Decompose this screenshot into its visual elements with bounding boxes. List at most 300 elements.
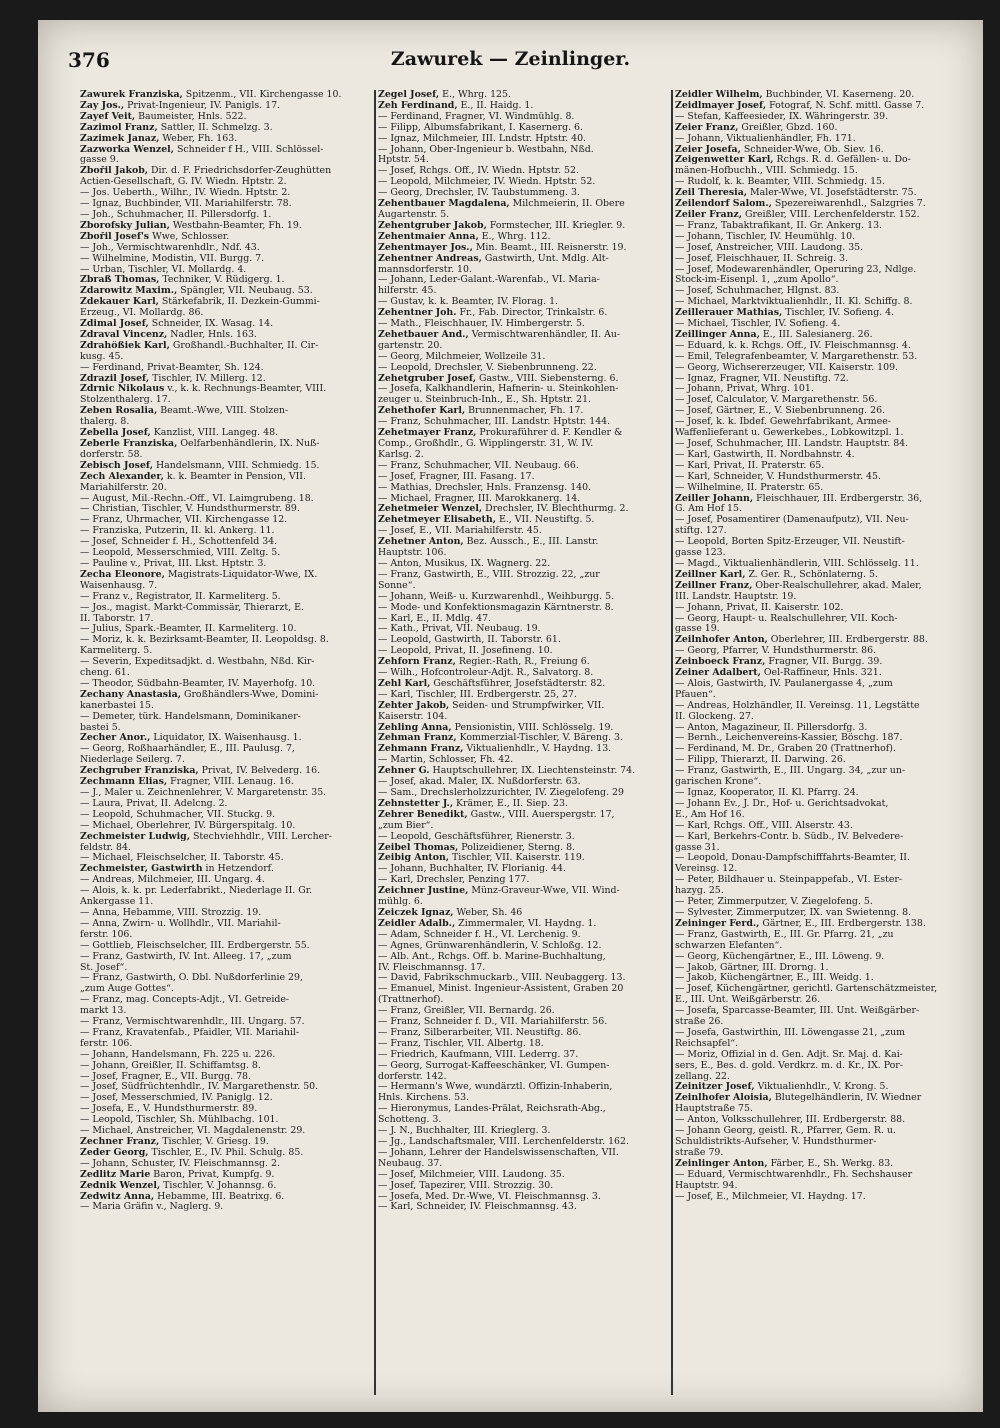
directory-entry: II. Glockeng. 27.: [675, 711, 754, 722]
directory-entry: Zdrahößiek Karl, Großhandl.-Buchhalter, II. Cir-: [80, 340, 319, 351]
directory-entry: — Josef, Milchmeier, VIII. Laudong. 35.: [378, 1169, 565, 1180]
directory-entry: Zeigenwetter Karl, Rchgs. R. d. Gefällen- u. Do-: [675, 155, 911, 166]
directory-entry: — Franz, Kravatenfab., Pfaidler, VII. Mariahil-: [80, 1027, 300, 1038]
directory-entry: Zehl Karl, Geschäftsführer, Josefstädterstr. 82.: [378, 678, 606, 689]
directory-entry: — Christian, Tischler, V. Hundsthurmerstr. 89.: [80, 504, 300, 515]
directory-entry: Zehetmeier Wenzel, Drechsler, IV. Blechthurmg. 2.: [378, 504, 629, 515]
directory-entry: gasse 31.: [675, 842, 720, 853]
directory-entry: — Leopold, Messerschmied, VIII. Zeltg. 5.: [80, 548, 281, 559]
directory-entry: Karlsg. 2.: [378, 449, 424, 460]
directory-entry: Zay Jos., Privat-Ingenieur, IV. Panigls. 17.: [80, 100, 281, 111]
directory-entry: Zechgruber Franziska, Privat, IV. Belvederg. 16.: [80, 766, 321, 777]
directory-entry: — Karl, Schneider, IV. Fleischmannsg. 43.: [378, 1202, 577, 1213]
directory-entry: Zecher Anor., Liquidator, IX. Waisenhausg. 1.: [80, 733, 302, 744]
directory-entry: mänen-Hofbuchh., VIII. Schmiedg. 15.: [675, 166, 858, 177]
directory-entry: — Agnes, Grünwarenhändlerin, V. Schloßg. 12.: [378, 940, 602, 951]
directory-entry: — Hermann's Wwe, wundärztl. Offizin-Inhaberin,: [378, 1082, 613, 1093]
directory-entry: Zazworka Wenzel, Schneider f H., VIII. Schlössel-: [80, 144, 324, 155]
directory-entry: (Trattnerhof).: [378, 995, 444, 1006]
directory-entry: Zehentner Joh. Fr., Fab. Director, Trinkalstr. 6.: [378, 308, 608, 319]
directory-entry: Pfauen“.: [675, 689, 716, 700]
directory-entry: Sonne“.: [378, 580, 416, 591]
directory-entry: Mariahilferstr. 20.: [80, 482, 167, 493]
directory-entry: — Stefan, Kaffeesieder, IX. Währingerstr. 39.: [675, 111, 889, 122]
directory-entry: — Leopold, Geschäftsführer, Rienerstr. 3.: [378, 831, 575, 842]
directory-entry: — Franz, Schuhmacher, VII. Neubaug. 66.: [378, 460, 579, 471]
directory-entry: Zeidler Adalb., Zimmermaler, VI. Haydng. 1.: [378, 918, 597, 929]
directory-entry: — Andreas, Milchmeier, III. Ungarg. 4.: [80, 875, 265, 886]
directory-entry: — Josef, Fragner, III. Fasang. 17.: [378, 471, 535, 482]
page-header: [38, 42, 983, 82]
directory-entry: Zdraval Vincenz, Nadler, Hnls. 163.: [80, 329, 257, 340]
directory-column-3: [675, 90, 975, 1400]
directory-entry: — Franz, Tabaktrafikant, II. Gr. Ankerg. 13.: [675, 220, 883, 231]
directory-entry: — Karl, Rchgs. Off., VIII. Alserstr. 43.: [675, 820, 853, 831]
directory-entry: Zedwitz Anna, Hebamme, III. Beatrixg. 6.: [80, 1191, 285, 1202]
directory-entry: Zeder Georg, Tischler, E., IV. Phil. Schulg. 85.: [80, 1147, 304, 1158]
directory-entry: — Josef, E., VII. Mariahilferstr. 45.: [378, 526, 542, 537]
directory-entry: — Josefa, Sparcasse-Beamter, III. Unt. Weißgärber-: [675, 1006, 920, 1017]
directory-entry: — Franziska, Putzerin, II. kl. Ankerg. 11.: [80, 526, 275, 537]
directory-entry: — Josef, Schuhmacher, Hlgnst. 83.: [675, 286, 840, 297]
directory-entry: Zazimek Janaz, Weber, Fh. 163.: [80, 133, 238, 144]
directory-entry: — Jg., Landschaftsmaler, VIII. Lerchenfelderstr. 162.: [378, 1137, 629, 1147]
directory-entry: Zebella Josef, Kanzlist, VIII. Langeg. 48.: [80, 428, 279, 439]
directory-entry: — Andreas, Holzhändler, II. Vereinsg. 11, Legstätte: [675, 700, 920, 711]
directory-entry: straße 26.: [675, 1017, 724, 1028]
directory-entry: Zechany Anastasia, Großhändlers-Wwe, Domini-: [80, 689, 319, 700]
directory-entry: gasse 123.: [675, 548, 726, 559]
directory-entry: — Joh., Schuhmacher, II. Pillersdorfg. 1.: [80, 209, 272, 220]
directory-entry: — Laura, Privat, II. Adelcng. 2.: [80, 798, 228, 809]
directory-entry: Zayef Veit, Baumeister, Hnls. 522.: [80, 111, 247, 122]
directory-entry: Karmeliterg. 5.: [80, 646, 153, 657]
directory-entry: Zeiller Johann, Fleischhauer, III. Erdbergerstr. 36,: [675, 493, 923, 504]
directory-entry: — Peter, Zimmerputzer, V. Ziegelofeng. 5.: [675, 897, 873, 908]
directory-entry: — Michael, Fleischselcher, II. Taborstr. 45.: [80, 853, 284, 864]
directory-entry: ferstr. 106.: [80, 929, 133, 940]
directory-entry: — Johann Ev., J. Dr., Hof- u. Gerichtsadvokat,: [675, 798, 889, 809]
directory-entry: II. Taborstr. 17.: [80, 613, 154, 624]
directory-entry: Hauptstr. 94.: [675, 1180, 738, 1191]
directory-entry: Zehetgruber Josef, Gastw., VIII. Siebensterng. 6.: [378, 373, 619, 384]
directory-entry: markt 13.: [80, 1006, 127, 1017]
directory-entry: — Filipp, Thierarzt, II. Darwing. 26.: [675, 755, 846, 766]
directory-entry: — David, Fabrikschmuckarb., VIII. Neubaggerg. 13.: [378, 973, 626, 984]
directory-entry: — Ignaz, Milchmeier, III. Lndstr. Hptstr. 40.: [378, 133, 587, 144]
directory-entry: — Johann, Leder-Galant.-Warenfab., VI. Maria-: [378, 275, 600, 286]
directory-entry: — Pauline v., Privat, III. Lkst. Hptstr. 3.: [80, 558, 267, 569]
directory-entry: — Josef, k. k. Ibdef. Gewehrfabrikant, Armee-: [675, 417, 891, 428]
directory-entry: Zech Alexander, k. k. Beamter in Pension, VII.: [80, 471, 306, 482]
directory-entry: — Johann, Greißler, II. Schiffamtsg. 8.: [80, 1060, 261, 1071]
directory-entry: Niederlage Seilerg. 7.: [80, 755, 185, 766]
directory-entry: — Josefa, Gastwirthin, III. Löwengasse 21, „zum: [675, 1027, 906, 1038]
directory-entry: — Josefa, Med. Dr.-Wwe, VI. Fleischmannsg. 3.: [378, 1191, 601, 1202]
directory-entry: — Mathias, Drechsler, Hnls. Franzensg. 140.: [378, 482, 592, 493]
directory-entry: — Franz, mag. Concepts-Adjt., VI. Getreide-: [80, 995, 290, 1006]
directory-entry: — J., Maler u. Zeichnenlehrer, V. Margaretenstr. 35.: [80, 788, 327, 798]
directory-entry: — Josef, Schneider f. H., Schottenfeld 34.: [80, 537, 278, 548]
directory-entry: — Moriz, k. k. Bezirksamt-Beamter, II. Leopoldsg. 8.: [80, 635, 329, 646]
directory-entry: Zeillner Franz, Ober-Realschullehrer, akad. Maler,: [675, 580, 922, 591]
directory-entry: gasse 9.: [80, 155, 119, 166]
directory-entry: Zbraß Thomas, Techniker, V. Rüdigerg. 1.: [80, 275, 285, 286]
directory-entry: — Josef, Tapezirer, VIII. Strozzig. 30.: [378, 1180, 554, 1191]
directory-entry: — Michael, Oberlehrer, IV. Bürgerspitalg. 10.: [80, 820, 296, 831]
directory-entry: — Jos. Ueberth., Wilhr., IV. Wiedn. Hptstr. 2.: [80, 188, 291, 199]
directory-entry: — Adam, Schneider f. H., VI. Lerchenig. 9.: [378, 929, 581, 940]
directory-entry: Zeiczek Ignaz, Weber, Sh. 46: [378, 907, 523, 918]
directory-entry: — August, Mil.-Rechn.-Off., VI. Laimgrubeng. 18.: [80, 493, 314, 504]
directory-entry: Schotteng. 3.: [378, 1115, 442, 1126]
directory-entry: — Josef, Küchengärtner, gerichtl. Gartenschätzmeister,: [675, 984, 938, 995]
directory-entry: Zeiler Franz, Greißler, VIII. Lerchenfelderstr. 152.: [675, 209, 920, 220]
directory-page: [38, 20, 983, 1412]
directory-entry: Zeier Josefa, Schneider-Wwe, Ob. Siev. 16.: [675, 144, 884, 155]
directory-entry: — Franz, Gastwirth, E., VIII. Strozzig. 22, „zur: [378, 569, 600, 580]
directory-entry: — Leopold, Milchmeier, IV. Wiedn. Hptstr. 52.: [378, 177, 596, 188]
directory-entry: Zehetmayer Franz, Prokuraführer d. F. Kendler &: [378, 428, 623, 439]
directory-entry: — Georg, Haupt- u. Realschullehrer, VII. Koch-: [675, 613, 898, 624]
directory-entry: stiftg. 127.: [675, 526, 727, 537]
directory-entry: — J. N., Buchhalter, III. Krieglerg. 3.: [378, 1126, 551, 1137]
directory-entry: — Josef, Messerschmied, IV. Paniglg. 12.: [80, 1093, 273, 1104]
directory-entry: ferstr. 106.: [80, 1038, 133, 1049]
directory-entry: Zborofsky Julian, Westbahn-Beamter, Fh. 19.: [80, 220, 302, 231]
directory-entry: — Karl, Gastwirth, II. Nordbahnstr. 4.: [675, 449, 855, 460]
directory-entry: — Theodor, Südbahn-Beamter, IV. Mayerhofg. 10.: [80, 678, 316, 689]
directory-entry: zeuger u. Steinbruch-Inh., E., Sh. Hptstr. 21.: [378, 395, 592, 406]
directory-entry: — Franz, Schneider f. D., VII. Mariahilferstr. 56.: [378, 1017, 608, 1028]
directory-entry: — Franz v., Registrator, II. Karmeliterg. 5.: [80, 591, 281, 602]
directory-entry: — Karl, E., II. Mdlg. 47.: [378, 613, 492, 624]
directory-entry: — Johann, Buchhalter, IV. Florianig. 44.: [378, 864, 566, 875]
directory-entry: Zehman Franz, Kommerzial-Tischler, V. Bäreng. 3.: [378, 733, 624, 744]
directory-entry: — Ignaz, Buchbinder, VII. Mariahilferstr. 78.: [80, 199, 292, 210]
directory-entry: — Joh., Vermischtwarenhdlr., Ndf. 43.: [80, 242, 260, 253]
directory-entry: — Karl, Tischler, III. Erdbergerstr. 25, 27.: [378, 689, 577, 700]
directory-entry: Zeillner Karl, Z. Ger. R., Schönlaterng. 5.: [675, 569, 878, 580]
directory-entry: — Sam., Drechslerholzzurichter, IV. Ziegelofeng. 29: [378, 788, 624, 798]
directory-entry: — Filipp, Albumsfabrikant, I. Kasernerg. 6.: [378, 122, 583, 133]
directory-entry: — Michael, Tischler, IV. Sofieng. 4.: [675, 319, 841, 330]
directory-entry: Zehnstetter J., Krämer, E., II. Siep. 23.: [378, 798, 568, 809]
directory-entry: — Josef, Posamentirer (Damenaufputz), VII. Neu-: [675, 515, 909, 526]
directory-entry: — Jakob, Gärtner, III. Drorng. 1.: [675, 962, 829, 973]
directory-entry: — Kath., Privat, VII. Neubaug. 19.: [378, 624, 541, 635]
directory-entry: — Julius, Spark.-Beamter, II. Karmeliterg. 10.: [80, 624, 297, 635]
directory-entry: — Franz, Schuhmacher, III. Landstr. Hptstr. 144.: [378, 417, 611, 428]
directory-entry: Zeillinger Anna, E., III. Salesianerg. 26.: [675, 329, 873, 340]
directory-entry: Zeininger Ferd., Gärtner, E., III. Erdbergerstr. 138.: [675, 918, 926, 929]
directory-entry: — Josef, Südfrüchtenhdlr., IV. Margarethenstr. 50.: [80, 1082, 319, 1093]
directory-entry: dorferstr. 58.: [80, 449, 143, 460]
directory-entry: Augartenstr. 5.: [378, 209, 450, 220]
directory-entry: Zeh Ferdinand, E., II. Haidg. 1.: [378, 100, 534, 111]
directory-entry: Hauptstraße 75.: [675, 1104, 753, 1115]
directory-entry: — Alois, Gastwirth, IV. Paulanergasse 4, „zum: [675, 678, 893, 689]
directory-entry: — Ignaz, Fragner, VII. Neustiftg. 72.: [675, 373, 849, 384]
directory-entry: Zawurek Franziska, Spitzenm., VII. Kirchengasse 10.: [80, 90, 342, 100]
directory-entry: — Leopold, Gastwirth, II. Taborstr. 61.: [378, 635, 561, 646]
directory-entry: Vereinsg. 12.: [675, 864, 738, 875]
directory-entry: — Urban, Tischler, VI. Mollardg. 4.: [80, 264, 247, 275]
directory-column-1: [80, 90, 372, 1400]
directory-entry: Zeibig Anton, Tischler, VII. Kaiserstr. 119.: [378, 853, 585, 864]
directory-entry: Zechmann Elias, Fragner, VIII. Lenaug. 16.: [80, 777, 294, 788]
directory-entry: gasse 19.: [675, 624, 720, 635]
directory-entry: — Josef, Schuhmacher, III. Landstr. Hauptstr. 84.: [675, 439, 909, 449]
directory-entry: — Josef, akad. Maler, IX. Nußdorferstr. 63.: [378, 777, 581, 788]
directory-entry: — Anton, Musikus, IX. Wagnerg. 22.: [378, 558, 551, 569]
directory-entry: Zebisch Josef, Handelsmann, VIII. Schmiedg. 15.: [80, 460, 320, 471]
directory-entry: — Josefa, Kalkhandlerin, Hafnerin- u. Steinkohlen-: [378, 384, 619, 395]
directory-entry: Actien-Gesellschaft, G. IV. Wiedn. Hptstr. 2.: [80, 177, 287, 188]
directory-entry: Zechmeister Ludwig, Stechviehhdlr., VIII. Lercher-: [80, 831, 332, 842]
directory-entry: Zazimol Franz, Sattler, II. Schmelzg. 3.: [80, 122, 273, 133]
directory-entry: Stock-im-Eisenpl. 1, „zum Apollo“.: [675, 275, 839, 286]
directory-entry: — Johann, Lehrer der Handelswissenschaften, VII.: [378, 1147, 619, 1158]
running-head: Zawurek — Zeinlinger.: [390, 48, 631, 70]
directory-entry: — Leopold, Drechsler, V. Siebenbrunneng. 22.: [378, 362, 597, 373]
directory-entry: — Gustav, k. k. Beamter, IV. Florag. 1.: [378, 297, 559, 308]
directory-entry: — Moriz, Offizial in d. Gen. Adjt. Sr. Maj. d. Kai-: [675, 1049, 903, 1060]
directory-entry: Zehentner Andreas, Gastwirth, Unt. Mdlg. Alt-: [378, 253, 609, 264]
directory-entry: Zehentgruber Jakob, Formstecher, III. Kriegler. 9.: [378, 220, 626, 231]
directory-entry: Zeillerauer Mathias, Tischler, IV. Sofieng. 4.: [675, 308, 895, 319]
directory-entry: — Ferdinand, Fragner, VI. Windmühlg. 8.: [378, 111, 575, 122]
directory-entry: Zdimal Josef, Schneider, IX. Wasag. 14.: [80, 319, 274, 330]
directory-entry: — Johann, Schuster, IV. Fleischmannsg. 2.: [80, 1158, 280, 1169]
directory-entry: straße 79.: [675, 1147, 724, 1158]
directory-entry: Zdarowitz Maxim., Spängler, VII. Neubaug. 53.: [80, 286, 313, 297]
directory-entry: — Franz, Vermischtwarenhdlr., III. Ungarg. 57.: [80, 1017, 305, 1028]
directory-entry: — Leopold, Donau-Dampfschifffahrts-Beamter, II.: [675, 853, 910, 864]
directory-entry: Hauptstr. 106.: [378, 548, 447, 559]
directory-entry: — Sylvester, Zimmerputzer, IX. van Swietenng. 8.: [675, 907, 912, 918]
directory-entry: — Leopold, Privat, II. Josefineng. 10.: [378, 646, 553, 657]
directory-entry: — Maria Gräfin v., Naglerg. 9.: [80, 1202, 224, 1213]
directory-entry: — Michael, Marktviktualienhdlr., II. Kl. Schiffg. 8.: [675, 297, 913, 308]
directory-entry: E., III. Unt. Weißgärberstr. 26.: [675, 995, 821, 1006]
directory-entry: — Bernh., Leichenvereins-Kassier, Böschg. 187.: [675, 733, 903, 744]
directory-entry: Zeidler Wilhelm, Buchbinder, VI. Kaserneng. 20.: [675, 90, 915, 100]
directory-entry: Zehentmayer Jos., Min. Beamt., III. Reisnerstr. 19.: [378, 242, 627, 253]
directory-entry: Zeilnhofer Anton, Oberlehrer, III. Erdbergerstr. 88.: [675, 635, 928, 646]
directory-entry: garischen Krone“.: [675, 777, 762, 788]
directory-entry: Zehner G. Hauptschullehrer, IX. Liechtensteinstr. 74.: [378, 766, 636, 777]
directory-entry: Zeinlinger Anton, Färber, E., Sh. Werkg. 83.: [675, 1158, 894, 1169]
directory-entry: Waisenhausg. 7.: [80, 580, 158, 591]
directory-entry: Zeiner Adalbert, Oel-Raffineur, Hnls. 321.: [675, 668, 882, 679]
directory-entry: Zehetner Anton, Bez. Aussch., E., III. Lanstr.: [378, 537, 599, 548]
directory-entry: hilferstr. 45.: [378, 286, 437, 297]
directory-entry: Zeinitzer Josef, Viktualienhdlr., V. Krong. 5.: [675, 1082, 889, 1093]
directory-entry: „zum Bier“.: [378, 820, 434, 831]
directory-entry: — Johann, Viktualienhändler, Fh. 171.: [675, 133, 856, 144]
directory-entry: — Peter, Bildhauer u. Steinpappefab., VI. Ester-: [675, 875, 903, 886]
directory-entry: — Franz, Gastwirth, IV. Int. Alleeg. 17, „zum: [80, 951, 292, 962]
directory-entry: — Karl, Privat, II. Praterstr. 65.: [675, 460, 825, 471]
directory-entry: — Johann, Privat, Whrg. 101.: [675, 384, 814, 395]
directory-entry: Zehmann Franz, Viktualienhdlr., V. Haydng. 13.: [378, 744, 612, 755]
directory-entry: St. Josef“.: [80, 962, 128, 973]
directory-entry: — Eduard, k. k. Rchgs. Off., IV. Fleischmannsg. 4.: [675, 340, 911, 351]
directory-entry: Zehetmeyer Elisabeth, E., VII. Neustiftg. 5.: [378, 515, 595, 526]
directory-entry: Ankergasse 11.: [80, 897, 154, 908]
directory-entry: — Rudolf, k. k. Beamter, VIII. Schmiedg. 15.: [675, 177, 885, 188]
directory-entry: Zeberle Franziska, Oelfarbenhändlerin, IX. Nuß-: [80, 439, 320, 449]
directory-entry: — Friedrich, Kaufmann, VIII. Lederrg. 37.: [378, 1049, 579, 1060]
directory-entry: mannsdorferstr. 10.: [378, 264, 472, 275]
directory-entry: — Josef, Fragner, E., VII. Burgg. 78.: [80, 1071, 251, 1082]
directory-entry: — Franz, Silberarbeiter, VII. Neustiftg. 86.: [378, 1027, 582, 1038]
directory-entry: sers, E., Bes. d. gold. Verdkrz. m. d. Kr., IX. Por-: [675, 1060, 903, 1071]
directory-entry: — Wilhelmine, II. Praterstr. 65.: [675, 482, 824, 493]
directory-entry: Zeichner Justine, Münz-Graveur-Wwe, VII. Wind-: [378, 886, 620, 897]
directory-entry: — Josef, Calculator, V. Margarethenstr. 56.: [675, 395, 878, 406]
directory-entry: — Ferdinand, Privat-Beamter, Sh. 124.: [80, 362, 264, 373]
directory-entry: — Anna, Hebamme, VIII. Strozzig. 19.: [80, 907, 262, 918]
directory-entry: Zeben Rosalia, Beamt.-Wwe, VIII. Stolzen-: [80, 406, 289, 417]
directory-entry: schwarzen Elefanten“.: [675, 940, 783, 951]
directory-entry: hazyg. 25.: [675, 886, 724, 897]
directory-entry: Hptstr. 54.: [378, 155, 429, 166]
directory-entry: Zeilendorf Salom., Spezereiwarenhdl., Salzgries 7.: [675, 199, 926, 210]
directory-entry: Waffenlieferant u. Gewerkebes., Lobkowitzpl. 1.: [675, 428, 904, 439]
directory-entry: bastei 5.: [80, 722, 121, 733]
directory-entry: gartenstr. 20.: [378, 340, 443, 351]
directory-entry: — Josef, Anstreicher, VIII. Laudong. 35.: [675, 242, 864, 253]
directory-entry: thalerg. 8.: [80, 417, 130, 428]
directory-entry: Schuldistrikts-Aufseher, V. Hundsthurmer-: [675, 1137, 877, 1147]
directory-entry: zellang. 22.: [675, 1071, 730, 1082]
directory-entry: „zum Auge Gottes“.: [80, 984, 174, 995]
directory-entry: — Anton, Volksschullehrer, III. Erdbergerstr. 88.: [675, 1115, 906, 1126]
directory-entry: Stolzenthalerg. 17.: [80, 395, 171, 406]
directory-entry: — Josef, Rchgs. Off., IV. Wiedn. Hptstr. 52.: [378, 166, 579, 177]
directory-entry: — Mode- und Konfektionsmagazin Kärntnerstr. 8.: [378, 602, 614, 613]
directory-entry: feldstr. 84.: [80, 842, 131, 853]
directory-entry: — Georg, Milchmeier, Wollzeile 31.: [378, 351, 546, 362]
directory-entry: — Martin, Schlosser, Fh. 42.: [378, 755, 514, 766]
directory-entry: — Gottlieb, Fleischselcher, III. Erdbergerstr. 55.: [80, 940, 310, 951]
directory-entry: — Anna, Zwirn- u. Wollhdlr., VII. Mariahil-: [80, 918, 281, 929]
directory-entry: Zdrazil Josef, Tischler, IV. Millerg. 12.: [80, 373, 266, 384]
directory-entry: Zehetbauer And., Vermischtwarenhändler, II. Au-: [378, 329, 621, 340]
directory-entry: — Wilh., Hofcontroleur-Adjt. R., Salvatorg. 8.: [378, 668, 594, 679]
directory-entry: — Michael, Anstreicher, VI. Magdalenenstr. 29.: [80, 1126, 306, 1137]
directory-entry: Zeibel Thomas, Polizeidiener, Sterng. 8.: [378, 842, 576, 853]
directory-entry: Zegel Josef, E., Whrg. 125.: [378, 90, 511, 100]
directory-entry: — Math., Fleischhauer, IV. Himbergerstr. 5.: [378, 319, 585, 330]
directory-entry: Zehling Anna, Pensionistin, VIII. Schlösselg. 19.: [378, 722, 614, 733]
directory-entry: Kaiserstr. 104.: [378, 711, 448, 722]
column-rule: [374, 90, 376, 1395]
directory-entry: — Demeter, türk. Handelsmann, Dominikaner-: [80, 711, 301, 722]
directory-entry: Zeil Theresia, Maler-Wwe, VI. Josefstädterstr. 75.: [675, 188, 917, 199]
directory-entry: — Johann, Tischler, IV. Heumühlg. 10.: [675, 231, 856, 242]
directory-entry: Zehforn Franz, Regier.-Rath, R., Freiung 6.: [378, 657, 590, 668]
directory-entry: dorferstr. 142.: [378, 1071, 447, 1082]
directory-entry: — Eduard, Vermischtwarenhdlr., Fh. Sechshauser: [675, 1169, 913, 1180]
directory-entry: — Johann Georg, geistl. R., Pfarrer, Gem. R. u.: [675, 1126, 896, 1137]
directory-entry: Zehethofer Karl, Brunnenmacher, Fh. 17.: [378, 406, 584, 417]
directory-entry: — Emil, Telegrafenbeamter, V. Margarethenstr. 53.: [675, 351, 918, 362]
directory-entry: E., Am Hof 16.: [675, 809, 745, 820]
directory-entry: cheng. 61.: [80, 668, 130, 679]
directory-entry: — Ignaz, Kooperator, II. Kl. Pfarrg. 24.: [675, 788, 859, 798]
directory-entry: — Anton, Magazineur, II. Pillersdorfg. 3.: [675, 722, 868, 733]
directory-entry: kusg. 45.: [80, 351, 124, 362]
directory-entry: — Karl, Schneider, V. Hundsthurmerstr. 45.: [675, 471, 881, 482]
directory-entry: — Johann, Handelsmann, Fh. 225 u. 226.: [80, 1049, 276, 1060]
directory-entry: — Hieronymus, Landes-Prälat, Reichsrath-Abg.,: [378, 1104, 606, 1115]
directory-entry: Zdrnic Nikolaus v., k. k. Rechnungs-Beamter, VIII.: [80, 384, 327, 395]
directory-entry: — Josef, Fleischhauer, II. Schreig. 3.: [675, 253, 848, 264]
directory-entry: Zeier Franz, Greißler, Gbzd. 160.: [675, 122, 838, 133]
directory-entry: — Jakob, Küchengärtner, E., III. Weidg. 1.: [675, 973, 874, 984]
directory-entry: — Johann, Weiß- u. Kurzwarenhdl., Weihburgg. 5.: [378, 591, 615, 602]
directory-entry: Zeidlmayer Josef, Fotograf, N. Schf. mittl. Gasse 7.: [675, 100, 925, 111]
directory-entry: Zehentmaier Anna, E., Whrg. 112.: [378, 231, 551, 242]
directory-entry: Zdekauer Karl, Stärkefabrik, II. Dezkein-Gummi-: [80, 297, 320, 308]
directory-entry: — Josef, Modewarenhändler, Operuring 23, Ndlge.: [675, 264, 917, 275]
directory-entry: — Johann, Privat, II. Kaiserstr. 102.: [675, 602, 844, 613]
directory-entry: — Magd., Viktualienhändlerin, VIII. Schlösselg. 11.: [675, 558, 919, 569]
directory-entry: — Alb. Ant., Rchgs. Off. b. Marine-Buchhaltung,: [378, 951, 606, 962]
directory-entry: Zeinboeck Franz, Fragner, VII. Burgg. 39.: [675, 657, 883, 668]
directory-entry: Comp., Großhdlr., G. Wipplingerstr. 31, W. IV.: [378, 439, 594, 449]
directory-entry: — Georg, Drechsler, IV. Taubstummeng. 3.: [378, 188, 580, 199]
directory-entry: — Leopold, Schuhmacher, VII. Stuckg. 9.: [80, 809, 276, 820]
directory-entry: — Johann, Ober-Ingenieur b. Westbahn, Nßd.: [378, 144, 594, 155]
directory-entry: Zednik Wenzel, Tischler, V. Johannsg. 6.: [80, 1180, 277, 1191]
directory-entry: — Georg, Küchengärtner, E., III. Löweng. 9.: [675, 951, 885, 962]
directory-entry: — Georg, Roßhaarhändler, E., III. Paulusg. 7,: [80, 744, 295, 755]
directory-entry: Zecha Eleonore, Magistrats-Liquidator-Wwe, IX.: [80, 569, 318, 580]
directory-entry: — Josef, Gärtner, E., V. Siebenbrunneng. 26.: [675, 406, 886, 417]
directory-entry: Zehter Jakob, Seiden- und Strumpfwirker, VII.: [378, 700, 605, 711]
directory-entry: G. Am Hof 15.: [675, 504, 742, 515]
directory-entry: — Franz, Greißler, VII. Bernardg. 26.: [378, 1006, 555, 1017]
directory-entry: — Franz, Gastwirth, E., III. Ungarg. 34, „zur un-: [675, 766, 906, 777]
directory-entry: — Franz, Tischler, VII. Albertg. 18.: [378, 1038, 544, 1049]
directory-entry: — Ferdinand, M. Dr., Graben 20 (Trattnerhof).: [675, 744, 896, 755]
directory-entry: mühlg. 6.: [378, 897, 423, 908]
directory-entry: Reichsapfel“.: [675, 1038, 739, 1049]
directory-entry: — Karl, Drechsler, Penzing 177.: [378, 875, 530, 886]
directory-entry: Zehentbauer Magdalena, Milchmeierin, II. Obere: [378, 199, 625, 210]
directory-entry: — Josef, E., Milchmeier, VI. Haydng. 17.: [675, 1191, 866, 1202]
directory-entry: — Georg, Wichsererzeuger, VII. Kaiserstr. 109.: [675, 362, 899, 373]
directory-entry: — Wilhelmine, Modistin, VII. Burgg. 7.: [80, 253, 265, 264]
directory-entry: Zbořil Jakob, Dir. d. F. Friedrichsdorfer-Zeughütten: [80, 166, 332, 177]
directory-column-2: [378, 90, 668, 1400]
directory-entry: — Franz, Gastwirth, O. Dbl. Nußdorferlinie 29,: [80, 973, 303, 984]
directory-entry: Zechmeister, Gastwirth in Hetzendorf.: [80, 864, 274, 875]
directory-entry: Erzeug., VI. Mollardg. 86.: [80, 308, 204, 319]
directory-entry: — Michael, Fragner, III. Marokkanerg. 14.: [378, 493, 581, 504]
directory-entry: — Leopold, Borten Spitz-Erzeuger, VII. Neustift-: [675, 537, 905, 548]
directory-entry: IV. Fleischmannsg. 17.: [378, 962, 486, 973]
page-number: 376: [68, 48, 110, 72]
directory-entry: Zedlitz Marie Baron, Privat, Kumpfg. 9.: [80, 1169, 275, 1180]
directory-entry: — Jos., magist. Markt-Commissär, Thierarzt, E.: [80, 602, 304, 613]
directory-entry: — Alois, k. k. pr. Lederfabrikt., Niederlage II. Gr.: [80, 886, 313, 897]
directory-entry: — Josefa, E., V. Hundsthurmerstr. 89.: [80, 1104, 258, 1115]
